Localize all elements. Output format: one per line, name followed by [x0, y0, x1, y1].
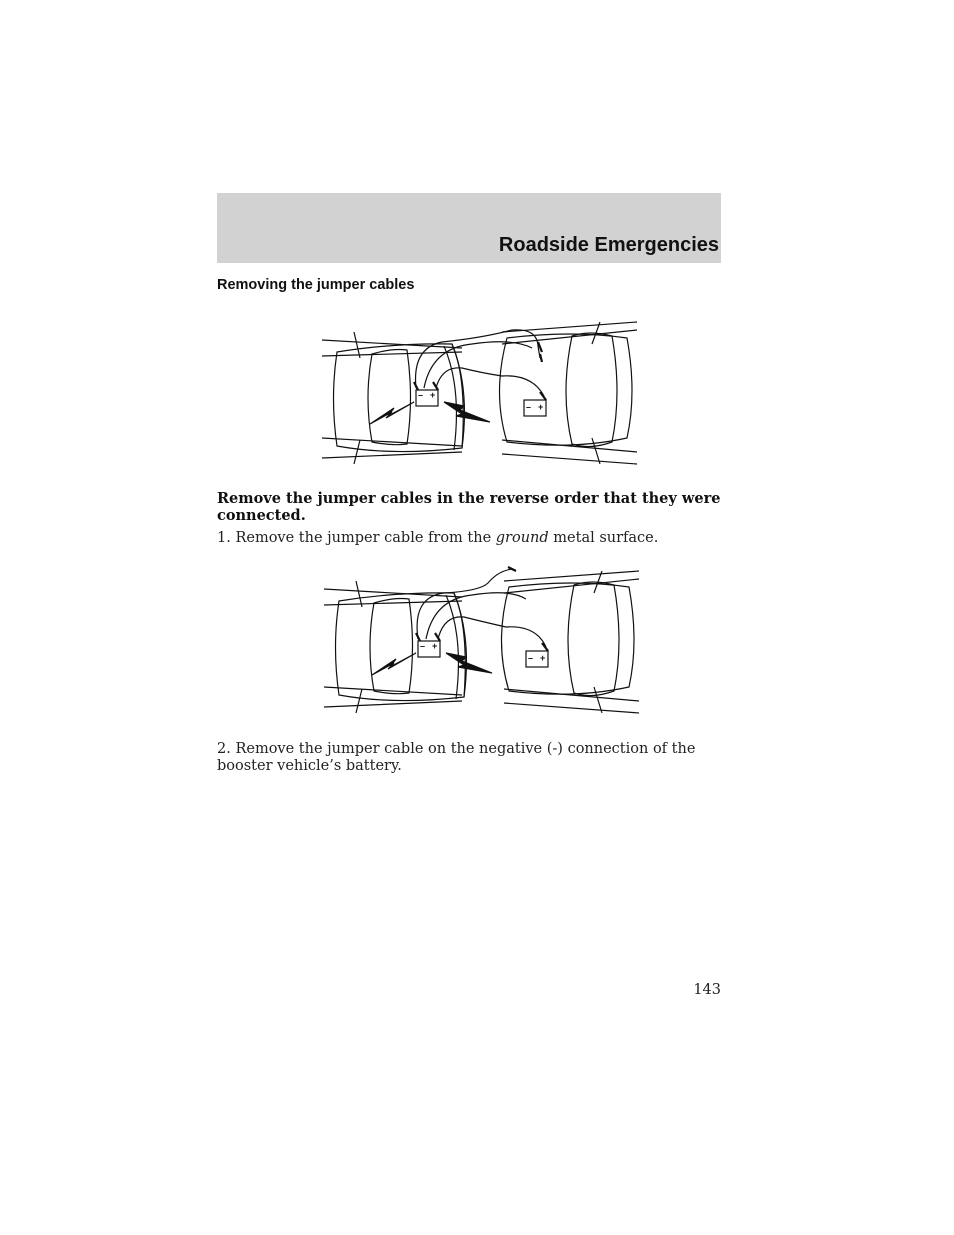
step-1-text-end: metal surface.	[548, 530, 659, 546]
battery-terminal-label: –	[528, 653, 534, 663]
disabled-vehicle-illustration	[324, 581, 466, 713]
cable-1	[416, 330, 540, 388]
cable-1	[417, 569, 512, 639]
step-1-text: 1. Remove the jumper cable from the	[217, 530, 496, 546]
battery-terminal-label: –	[418, 390, 424, 400]
section-title: Roadside Emergencies	[498, 234, 719, 256]
cable-3	[426, 593, 526, 639]
battery-terminal-label: +	[430, 390, 436, 400]
jumper-cable-diagram-2	[312, 565, 648, 715]
spark-icon	[370, 402, 414, 424]
disabled-vehicle-illustration	[322, 332, 464, 464]
spark-icon	[446, 653, 492, 673]
battery-terminal-label: –	[526, 402, 532, 412]
battery-terminal-label: +	[540, 653, 546, 663]
battery-terminal-label: +	[432, 641, 438, 651]
instruction-step-2: 2. Remove the jumper cable on the negative (-) connection of the booster vehicle’s battery.	[217, 741, 696, 774]
instruction-step-1	[217, 530, 721, 547]
battery-terminal-label: –	[420, 641, 426, 651]
spark-icon	[372, 653, 416, 675]
instruction-intro: Remove the jumper cables in the reverse order that they were connected.	[217, 490, 721, 524]
page-number: 143	[693, 982, 721, 998]
cable-3	[424, 342, 532, 388]
section-header	[217, 193, 721, 263]
battery-terminal-label: +	[538, 402, 544, 412]
spark-icon	[444, 402, 490, 422]
subheading: Removing the jumper cables	[217, 277, 415, 293]
jumper-cable-diagram-1	[312, 318, 648, 468]
step-1-emphasis: ground	[495, 530, 549, 546]
booster-vehicle-illustration	[502, 571, 640, 713]
